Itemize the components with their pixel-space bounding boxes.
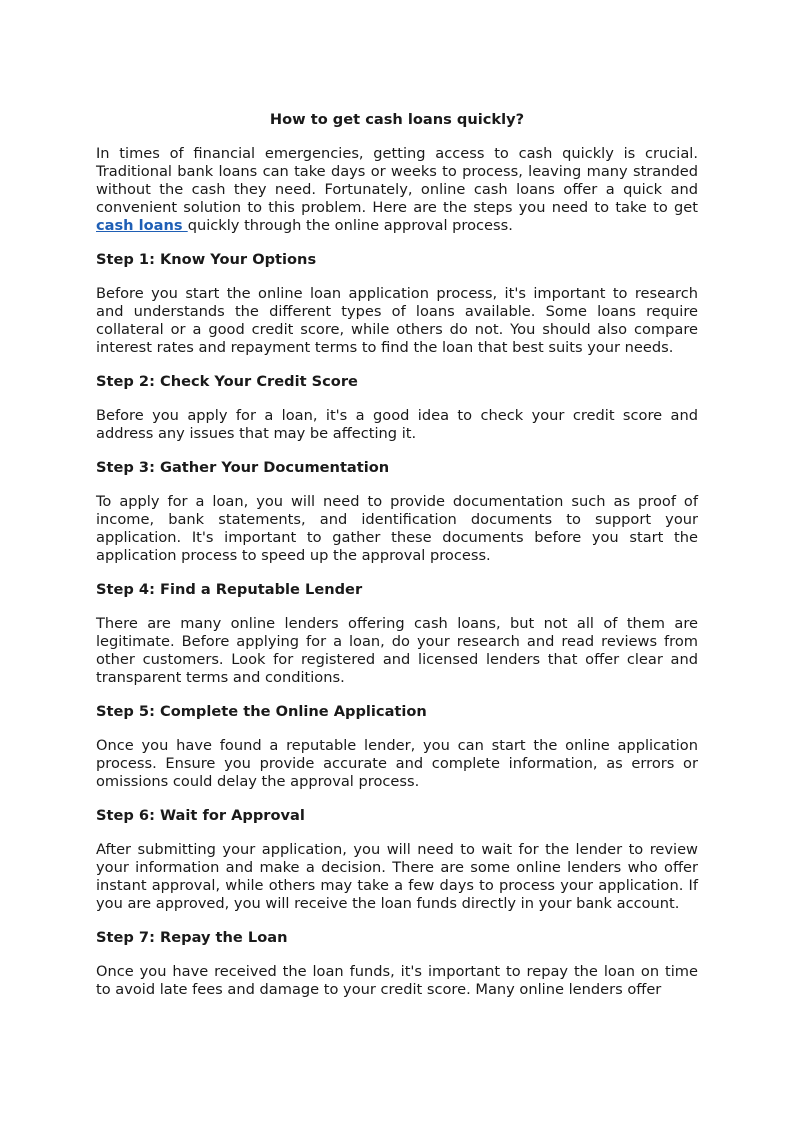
document-page: [96, 111, 698, 1015]
page-title: How to get cash loans quickly?: [269, 111, 525, 128]
step-4-body: There are many online lenders offering cash loans, but not all of them are legitimate. Before applying for a loan, do your research and read reviews from other customers. Look for registered and licensed lenders that offer clear and transparent terms and conditions.: [96, 615, 698, 686]
step-7-body: Once you have received the loan funds, it's important to repay the loan on time to avoid late fees and damage to your credit score. Many online lenders offer: [96, 963, 698, 998]
step-6-heading: Step 6: Wait for Approval: [96, 807, 305, 824]
intro-paragraph: [96, 145, 698, 235]
intro-text-after: quickly through the online approval process.: [187, 217, 513, 234]
step-7-heading: Step 7: Repay the Loan: [96, 929, 288, 946]
step-1-body: Before you start the online loan application process, it's important to research and understands the different types of loans available. Some loans require collateral or a good credit score, while others do not. You should also compare interest rates and repayment terms to find the loan that best suits your needs.: [96, 285, 698, 356]
step-5-body: Once you have found a reputable lender, you can start the online application process. Ensure you provide accurate and complete information, as errors or omissions could delay the approval process.: [96, 737, 698, 790]
step-5-heading: Step 5: Complete the Online Application: [96, 703, 427, 720]
step-2-body: Before you apply for a loan, it's a good idea to check your credit score and address any issues that may be affecting it.: [96, 407, 698, 442]
step-6-body: After submitting your application, you will need to wait for the lender to review your information and make a decision. There are some online lenders who offer instant approval, while others may take a few days to process your application. If you are approved, you will receive the loan funds directly in your bank account.: [96, 841, 698, 912]
step-3-body: To apply for a loan, you will need to provide documentation such as proof of income, bank statements, and identification documents to support your application. It's important to gather these documents before you start the application process to speed up the approval process.: [96, 493, 698, 564]
intro-text-before: In times of financial emergencies, getting access to cash quickly is crucial. Traditional bank loans can take days or weeks to process, leaving many stranded without the cash they need. Fortunately, online cash loans offer a quick and convenient solution to this problem. Here are the steps you need to take to get: [96, 145, 698, 216]
step-2-heading: Step 2: Check Your Credit Score: [96, 373, 358, 390]
step-1-heading: Step 1: Know Your Options: [96, 251, 317, 268]
step-3-heading: Step 3: Gather Your Documentation: [96, 459, 390, 476]
step-4-heading: Step 4: Find a Reputable Lender: [96, 581, 363, 598]
cash-loans-link[interactable]: cash loans: [96, 217, 188, 234]
